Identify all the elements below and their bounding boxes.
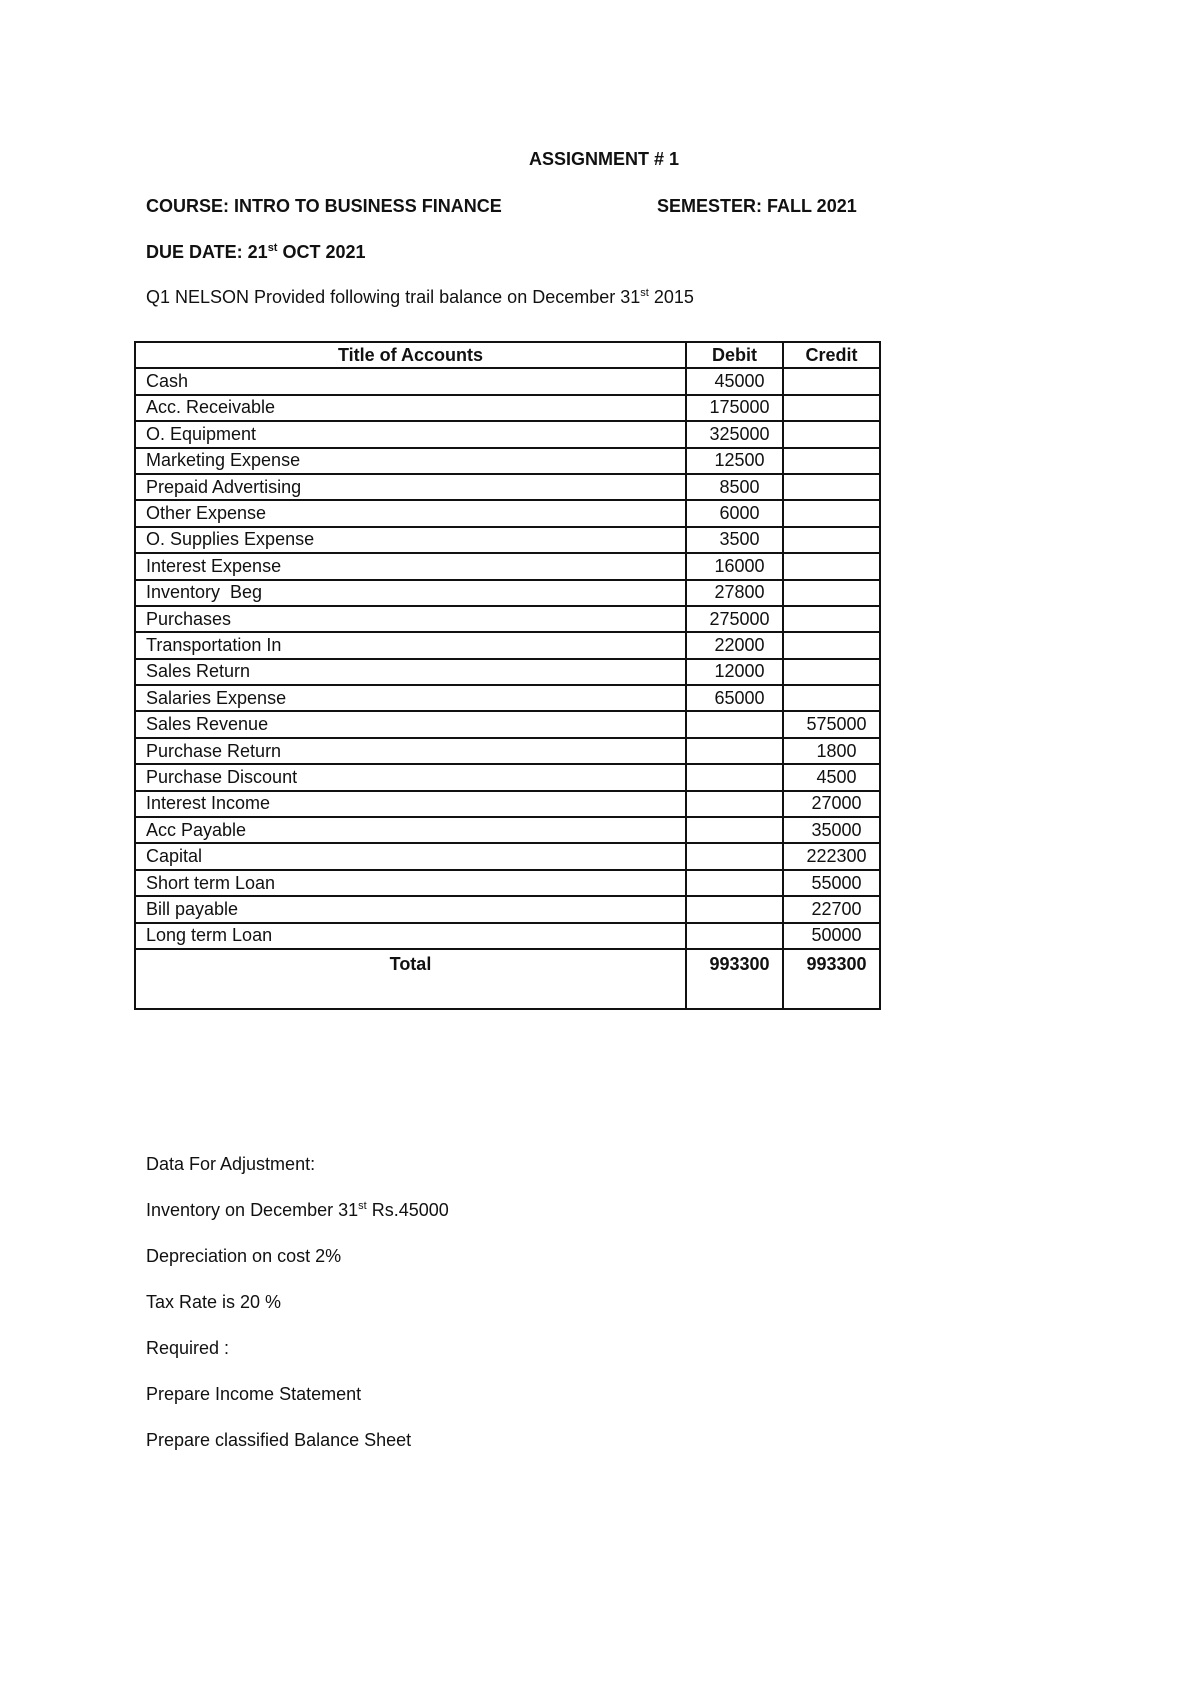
table-row (135, 659, 880, 685)
table-row (135, 764, 880, 790)
debit-cell: 16000 (686, 553, 783, 579)
account-cell: Prepaid Advertising (135, 474, 686, 500)
table-row (135, 843, 880, 869)
account-cell: Marketing Expense (135, 448, 686, 474)
debit-cell (686, 896, 783, 922)
trial-balance-table (134, 341, 881, 1010)
credit-cell (783, 685, 880, 711)
adjustment-tax: Tax Rate is 20 % (146, 1292, 282, 1312)
debit-cell (686, 923, 783, 949)
debit-cell (686, 711, 783, 737)
assignment-title: ASSIGNMENT # 1 (528, 149, 680, 169)
credit-cell (783, 580, 880, 606)
account-cell: Sales Return (135, 659, 686, 685)
credit-cell: 55000 (783, 870, 880, 896)
credit-cell: 22700 (783, 896, 880, 922)
table-row (135, 791, 880, 817)
table-row (135, 553, 880, 579)
total-debit: 993300 (686, 949, 783, 1009)
table-row (135, 817, 880, 843)
table-row (135, 500, 880, 526)
adjustment-heading: Data For Adjustment: (146, 1154, 316, 1174)
account-cell: Acc. Receivable (135, 395, 686, 421)
debit-cell: 27800 (686, 580, 783, 606)
table-row (135, 896, 880, 922)
header-title-of-accounts: Title of Accounts (135, 342, 686, 368)
credit-cell: 1800 (783, 738, 880, 764)
debit-cell (686, 738, 783, 764)
account-cell: Cash (135, 368, 686, 394)
credit-cell (783, 632, 880, 658)
debit-cell: 8500 (686, 474, 783, 500)
account-cell: Inventory Beg (135, 580, 686, 606)
credit-cell (783, 474, 880, 500)
credit-cell (783, 553, 880, 579)
due-date-prefix: DUE DATE: 21 (146, 242, 268, 262)
table-row (135, 580, 880, 606)
table-row (135, 738, 880, 764)
account-cell: Salaries Expense (135, 685, 686, 711)
account-cell: Transportation In (135, 632, 686, 658)
table-row (135, 685, 880, 711)
debit-cell: 12500 (686, 448, 783, 474)
debit-cell: 45000 (686, 368, 783, 394)
debit-cell: 275000 (686, 606, 783, 632)
inventory-suffix: Rs.45000 (366, 1200, 449, 1220)
debit-cell: 3500 (686, 527, 783, 553)
adjustment-inventory (146, 1200, 449, 1221)
credit-cell: 4500 (783, 764, 880, 790)
table-row (135, 395, 880, 421)
table-row (135, 527, 880, 553)
account-cell: O. Equipment (135, 421, 686, 447)
credit-cell (783, 659, 880, 685)
table-row (135, 923, 880, 949)
credit-cell (783, 606, 880, 632)
table-row (135, 368, 880, 394)
debit-cell (686, 764, 783, 790)
required-heading: Required : (146, 1338, 230, 1358)
account-cell: Long term Loan (135, 923, 686, 949)
debit-cell: 6000 (686, 500, 783, 526)
account-cell: Short term Loan (135, 870, 686, 896)
credit-cell (783, 395, 880, 421)
question-sup: st (640, 287, 649, 299)
account-cell: Interest Expense (135, 553, 686, 579)
debit-cell: 12000 (686, 659, 783, 685)
debit-cell (686, 843, 783, 869)
question-suffix: 2015 (648, 287, 694, 307)
account-cell: Purchase Return (135, 738, 686, 764)
account-cell: Purchase Discount (135, 764, 686, 790)
debit-cell (686, 817, 783, 843)
question-text (146, 287, 694, 308)
table-header-row (135, 342, 880, 368)
table-row (135, 711, 880, 737)
total-label: Total (135, 949, 686, 1009)
credit-cell (783, 448, 880, 474)
inventory-prefix: Inventory on December 31 (146, 1200, 359, 1220)
header-credit: Credit (783, 342, 880, 368)
account-cell: Acc Payable (135, 817, 686, 843)
header-debit: Debit (686, 342, 783, 368)
total-row (135, 949, 880, 1009)
credit-cell: 50000 (783, 923, 880, 949)
table-row (135, 474, 880, 500)
account-cell: O. Supplies Expense (135, 527, 686, 553)
table-row (135, 448, 880, 474)
table-row (135, 606, 880, 632)
account-cell: Other Expense (135, 500, 686, 526)
table-row (135, 870, 880, 896)
credit-cell (783, 421, 880, 447)
debit-cell (686, 870, 783, 896)
credit-cell (783, 368, 880, 394)
adjustment-depreciation: Depreciation on cost 2% (146, 1246, 342, 1266)
table-row (135, 421, 880, 447)
total-credit: 993300 (783, 949, 880, 1009)
debit-cell: 65000 (686, 685, 783, 711)
credit-cell (783, 500, 880, 526)
semester: SEMESTER: FALL 2021 (657, 196, 857, 216)
account-cell: Purchases (135, 606, 686, 632)
credit-cell (783, 527, 880, 553)
due-date (146, 242, 366, 263)
debit-cell (686, 791, 783, 817)
debit-cell: 22000 (686, 632, 783, 658)
course-name: COURSE: INTRO TO BUSINESS FINANCE (146, 196, 502, 216)
table-row (135, 632, 880, 658)
debit-cell: 325000 (686, 421, 783, 447)
credit-cell: 27000 (783, 791, 880, 817)
required-income-statement: Prepare Income Statement (146, 1384, 362, 1404)
credit-cell: 35000 (783, 817, 880, 843)
account-cell: Interest Income (135, 791, 686, 817)
due-date-suffix: OCT 2021 (277, 242, 366, 262)
question-prefix: Q1 NELSON Provided following trail balance on December 31 (146, 287, 641, 307)
required-balance-sheet: Prepare classified Balance Sheet (146, 1430, 412, 1450)
account-cell: Sales Revenue (135, 711, 686, 737)
account-cell: Bill payable (135, 896, 686, 922)
credit-cell: 222300 (783, 843, 880, 869)
credit-cell: 575000 (783, 711, 880, 737)
debit-cell: 175000 (686, 395, 783, 421)
account-cell: Capital (135, 843, 686, 869)
due-date-sup: st (267, 242, 278, 254)
inventory-sup: st (358, 1200, 367, 1212)
